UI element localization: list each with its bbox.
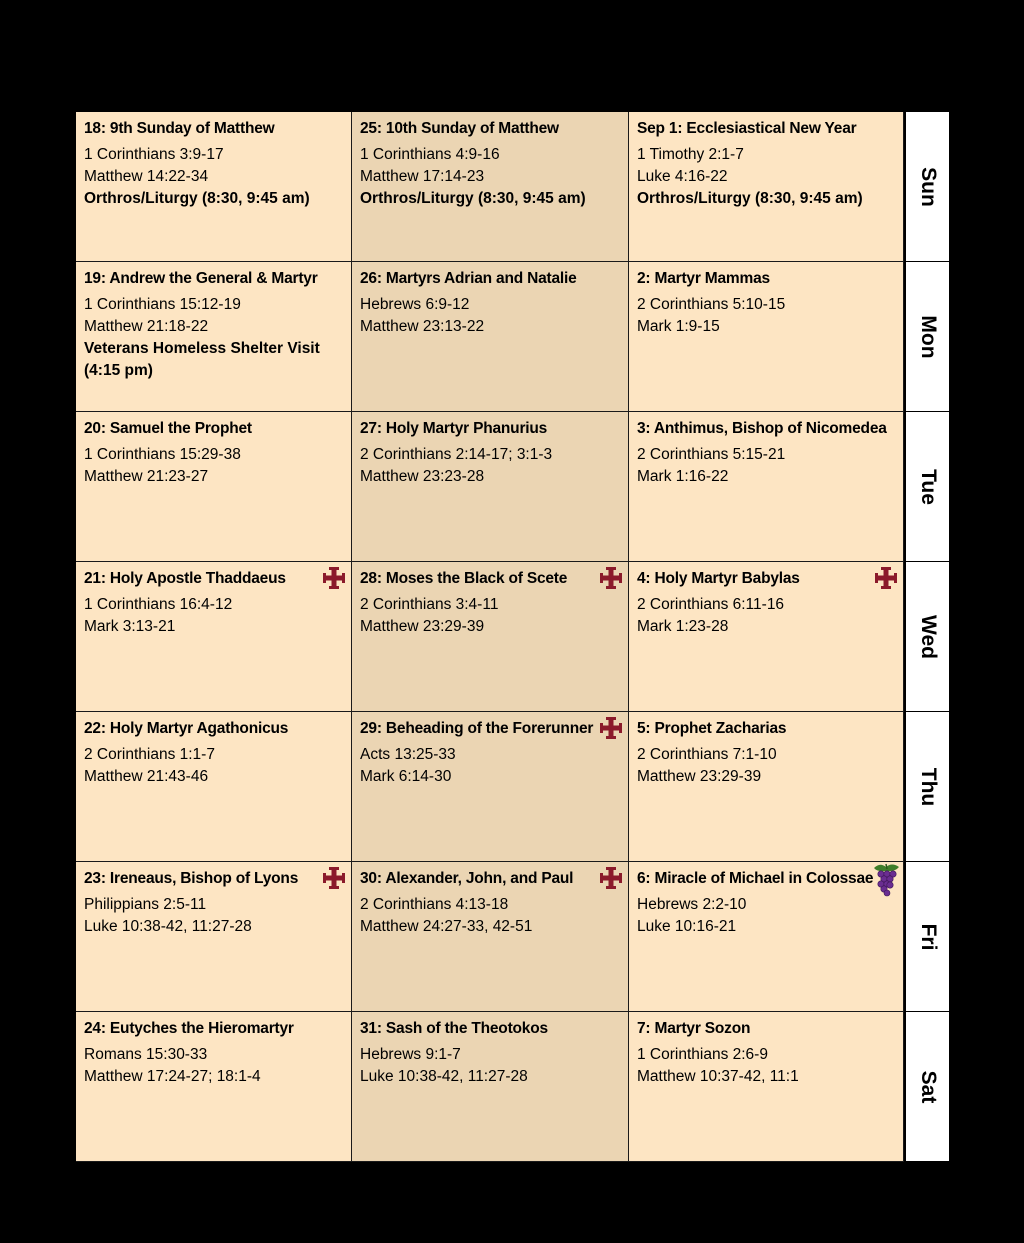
gospel-reading: Matthew 23:23-28 bbox=[360, 468, 485, 485]
epistle-reading: 2 Corinthians 6:11-16 bbox=[637, 596, 785, 613]
feast-title: 22: Holy Martyr Agathonicus bbox=[84, 720, 289, 737]
feast-title: 4: Holy Martyr Babylas bbox=[637, 570, 800, 587]
epistle-reading: Hebrews 2:2-10 bbox=[637, 896, 747, 913]
day-cell bbox=[352, 262, 629, 412]
feast-title: Sep 1: Ecclesiastical New Year bbox=[637, 120, 857, 137]
gospel-reading: Mark 1:9-15 bbox=[637, 318, 720, 335]
gospel-reading: Mark 1:16-22 bbox=[637, 468, 729, 485]
cross-icon bbox=[321, 565, 347, 591]
feast-title: 24: Eutyches the Hieromartyr bbox=[84, 1020, 294, 1037]
epistle-reading: 2 Corinthians 5:15-21 bbox=[637, 446, 786, 463]
weekday-column bbox=[906, 112, 949, 1162]
day-cell bbox=[76, 712, 352, 862]
weekday-label-cell bbox=[906, 412, 949, 562]
epistle-reading: 2 Corinthians 3:4-11 bbox=[360, 596, 499, 613]
epistle-reading: 2 Corinthians 4:13-18 bbox=[360, 896, 509, 913]
weekday-label: Fri bbox=[916, 923, 940, 950]
day-cell bbox=[76, 112, 352, 262]
cross-icon bbox=[873, 565, 899, 591]
cross-icon bbox=[321, 865, 347, 891]
event-note: Veterans Homeless Shelter Visit (4:15 pm) bbox=[84, 340, 320, 379]
gospel-reading: Matthew 24:27-33, 42-51 bbox=[360, 918, 533, 935]
gospel-reading: Mark 3:13-21 bbox=[84, 618, 176, 635]
feast-title: 26: Martyrs Adrian and Natalie bbox=[360, 270, 577, 287]
epistle-reading: 1 Corinthians 2:6-9 bbox=[637, 1046, 768, 1063]
gospel-reading: Matthew 17:14-23 bbox=[360, 168, 485, 185]
day-cell bbox=[629, 562, 904, 712]
weekday-label: Wed bbox=[916, 614, 940, 659]
gospel-reading: Luke 4:16-22 bbox=[637, 168, 728, 185]
event-note: Orthros/Liturgy (8:30, 9:45 am) bbox=[360, 190, 586, 207]
day-cell bbox=[629, 262, 904, 412]
day-cell bbox=[352, 412, 629, 562]
gospel-reading: Matthew 23:29-39 bbox=[637, 768, 762, 785]
epistle-reading: 1 Corinthians 15:12-19 bbox=[84, 296, 241, 313]
gospel-reading: Matthew 23:29-39 bbox=[360, 618, 485, 635]
cross-icon bbox=[598, 565, 624, 591]
epistle-reading: 1 Timothy 2:1-7 bbox=[637, 146, 744, 163]
epistle-reading: Hebrews 9:1-7 bbox=[360, 1046, 461, 1063]
epistle-reading: 1 Corinthians 16:4-12 bbox=[84, 596, 233, 613]
day-cell bbox=[352, 1012, 629, 1162]
gospel-reading: Matthew 10:37-42, 11:1 bbox=[637, 1068, 799, 1085]
feast-title: 7: Martyr Sozon bbox=[637, 1020, 751, 1037]
weekday-label-cell bbox=[906, 562, 949, 712]
feast-title: 25: 10th Sunday of Matthew bbox=[360, 120, 559, 137]
feast-title: 29: Beheading of the Forerunner bbox=[360, 720, 594, 737]
feast-title: 23: Ireneaus, Bishop of Lyons bbox=[84, 870, 299, 887]
weekday-label-cell bbox=[906, 112, 949, 262]
day-cell bbox=[629, 112, 904, 262]
weekday-label-cell bbox=[906, 262, 949, 412]
gospel-reading: Luke 10:38-42, 11:27-28 bbox=[360, 1068, 528, 1085]
day-cell bbox=[76, 1012, 352, 1162]
gospel-reading: Matthew 14:22-34 bbox=[84, 168, 209, 185]
feast-title: 5: Prophet Zacharias bbox=[637, 720, 787, 737]
feast-title: 28: Moses the Black of Scete bbox=[360, 570, 568, 587]
weekday-label-cell bbox=[906, 862, 949, 1012]
day-cell bbox=[76, 862, 352, 1012]
epistle-reading: Hebrews 6:9-12 bbox=[360, 296, 470, 313]
epistle-reading: 1 Corinthians 4:9-16 bbox=[360, 146, 500, 163]
gospel-reading: Matthew 23:13-22 bbox=[360, 318, 485, 335]
calendar-grid bbox=[76, 112, 904, 1162]
epistle-reading: Acts 13:25-33 bbox=[360, 746, 456, 763]
day-cell bbox=[629, 1012, 904, 1162]
weekday-label: Sat bbox=[916, 1070, 940, 1103]
feast-title: 3: Anthimus, Bishop of Nicomedea bbox=[637, 420, 887, 437]
epistle-reading: 2 Corinthians 7:1-10 bbox=[637, 746, 777, 763]
gospel-reading: Luke 10:16-21 bbox=[637, 918, 737, 935]
epistle-reading: Philippians 2:5-11 bbox=[84, 896, 207, 913]
gospel-reading: Matthew 21:23-27 bbox=[84, 468, 209, 485]
feast-title: 21: Holy Apostle Thaddaeus bbox=[84, 570, 286, 587]
day-cell bbox=[629, 862, 904, 1012]
gospel-reading: Matthew 21:18-22 bbox=[84, 318, 209, 335]
day-cell bbox=[629, 412, 904, 562]
feast-title: 19: Andrew the General & Martyr bbox=[84, 270, 318, 287]
feast-title: 31: Sash of the Theotokos bbox=[360, 1020, 548, 1037]
day-cell bbox=[76, 412, 352, 562]
weekday-label: Mon bbox=[916, 314, 940, 359]
epistle-reading: 2 Corinthians 2:14-17; 3:1-3 bbox=[360, 446, 553, 463]
weekday-label-cell bbox=[906, 712, 949, 862]
day-cell bbox=[76, 262, 352, 412]
event-note: Orthros/Liturgy (8:30, 9:45 am) bbox=[84, 190, 310, 207]
day-cell bbox=[76, 562, 352, 712]
epistle-reading: 2 Corinthians 1:1-7 bbox=[84, 746, 215, 763]
epistle-reading: Romans 15:30-33 bbox=[84, 1046, 208, 1063]
day-cell bbox=[352, 712, 629, 862]
epistle-reading: 2 Corinthians 5:10-15 bbox=[637, 296, 786, 313]
feast-title: 6: Miracle of Michael in Colossae bbox=[637, 870, 874, 887]
day-cell bbox=[352, 562, 629, 712]
gospel-reading: Mark 1:23-28 bbox=[637, 618, 729, 635]
weekday-label-cell bbox=[906, 1012, 949, 1162]
epistle-reading: 1 Corinthians 3:9-17 bbox=[84, 146, 224, 163]
event-note: Orthros/Liturgy (8:30, 9:45 am) bbox=[637, 190, 863, 207]
epistle-reading: 1 Corinthians 15:29-38 bbox=[84, 446, 241, 463]
gospel-reading: Matthew 21:43-46 bbox=[84, 768, 209, 785]
day-cell bbox=[352, 112, 629, 262]
weekday-label: Sun bbox=[916, 166, 940, 207]
feast-title: 20: Samuel the Prophet bbox=[84, 420, 252, 437]
grapes-icon bbox=[871, 862, 901, 898]
feast-title: 18: 9th Sunday of Matthew bbox=[84, 120, 275, 137]
feast-title: 30: Alexander, John, and Paul bbox=[360, 870, 574, 887]
cross-icon bbox=[598, 865, 624, 891]
feast-title: 2: Martyr Mammas bbox=[637, 270, 770, 287]
day-cell bbox=[352, 862, 629, 1012]
day-cell bbox=[629, 712, 904, 862]
gospel-reading: Luke 10:38-42, 11:27-28 bbox=[84, 918, 252, 935]
weekday-label: Thu bbox=[916, 767, 940, 806]
gospel-reading: Mark 6:14-30 bbox=[360, 768, 452, 785]
weekday-label: Tue bbox=[916, 468, 940, 505]
gospel-reading: Matthew 17:24-27; 18:1-4 bbox=[84, 1068, 261, 1085]
cross-icon bbox=[598, 715, 624, 741]
feast-title: 27: Holy Martyr Phanurius bbox=[360, 420, 548, 437]
